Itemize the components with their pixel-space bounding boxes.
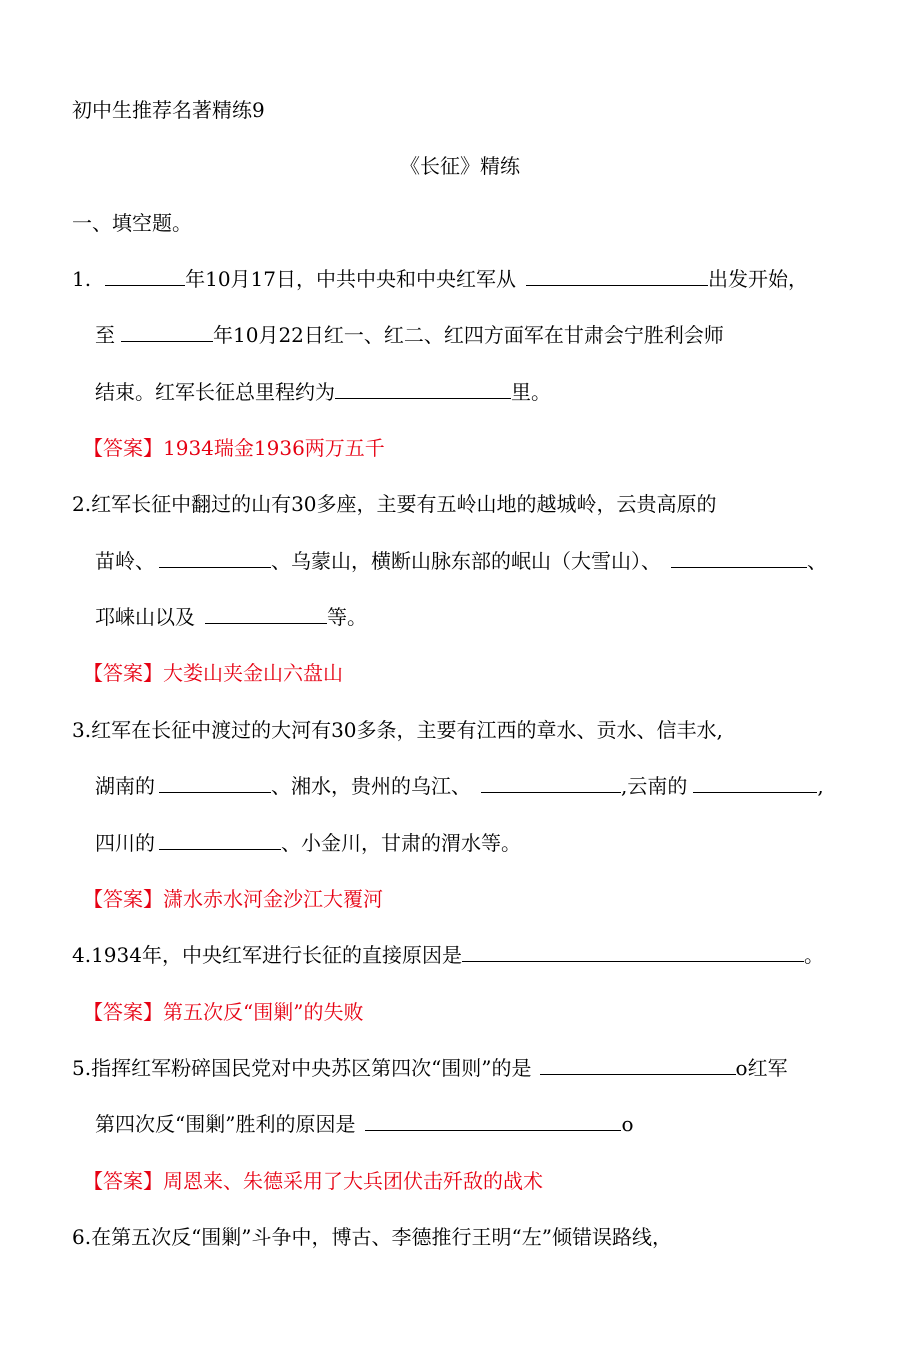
question-5-line-1: 5.指挥红军粉碎国民党对中央苏区第四次“围则”的是 o红军 [72, 1056, 788, 1080]
question-6-line-1: 6.在第五次反“围剿”斗争中，博古、李德推行王明“左”倾错误路线， [72, 1225, 672, 1249]
answer-blank [121, 323, 213, 342]
question-2-line-2: 苗岭、 、乌蒙山，横断山脉东部的岷山（大雪山）、 、 [95, 549, 827, 573]
question-1-line-3: 结束。红军长征总里程约为 里。 [95, 380, 551, 404]
answer-blank [159, 774, 271, 793]
answer-blank [365, 1112, 621, 1131]
section-heading: 一、填空题。 [72, 211, 192, 235]
page-title: 《长征》精练 [400, 154, 520, 178]
question-2-line-1: 2.红军长征中翻过的山有30多座，主要有五岭山地的越城岭，云贵高原的 [72, 492, 717, 516]
answer-blank [335, 380, 511, 399]
question-3-line-1: 3.红军在长征中渡过的大河有30多条，主要有江西的章水、贡水、信丰水, [72, 718, 723, 742]
question-3-line-2: 湖南的 、湘水，贵州的乌江、 ,云南的 , [95, 774, 824, 798]
question-2-line-3: 邛崃山以及 等。 [95, 605, 367, 629]
answer-blank [159, 831, 281, 850]
question-1-line-1: 1. 年10月17日，中共中央和中央红军从 出发开始， [72, 267, 808, 291]
question-1-answer: 【答案】1934瑞金1936两万五千 [83, 436, 385, 460]
question-2-answer: 【答案】大娄山夹金山六盘山 [83, 661, 343, 685]
answer-blank [481, 774, 621, 793]
answer-blank [693, 774, 817, 793]
answer-blank [462, 943, 804, 962]
question-4-answer: 【答案】第五次反“围剿”的失败 [83, 1000, 364, 1024]
answer-blank [159, 549, 271, 568]
header-text: 初中生推荐名著精练9 [72, 98, 265, 122]
question-3-answer: 【答案】潇水赤水河金沙江大覆河 [83, 887, 383, 911]
question-3-line-3: 四川的 、小金川，甘肃的渭水等。 [95, 831, 521, 855]
answer-blank [205, 605, 327, 624]
question-5-answer: 【答案】周恩来、朱德采用了大兵团伏击歼敌的战术 [83, 1169, 543, 1193]
answer-blank [526, 267, 708, 286]
answer-blank [671, 549, 807, 568]
answer-blank [105, 267, 185, 286]
question-1-line-2: 至 年10月22日红一、红二、红四方面军在甘肃会宁胜利会师 [95, 323, 724, 347]
question-5-line-2: 第四次反“围剿”胜利的原因是 o [95, 1112, 634, 1136]
question-4-line-1: 4.1934年，中央红军进行长征的直接原因是 。 [72, 943, 824, 967]
answer-blank [540, 1056, 736, 1075]
